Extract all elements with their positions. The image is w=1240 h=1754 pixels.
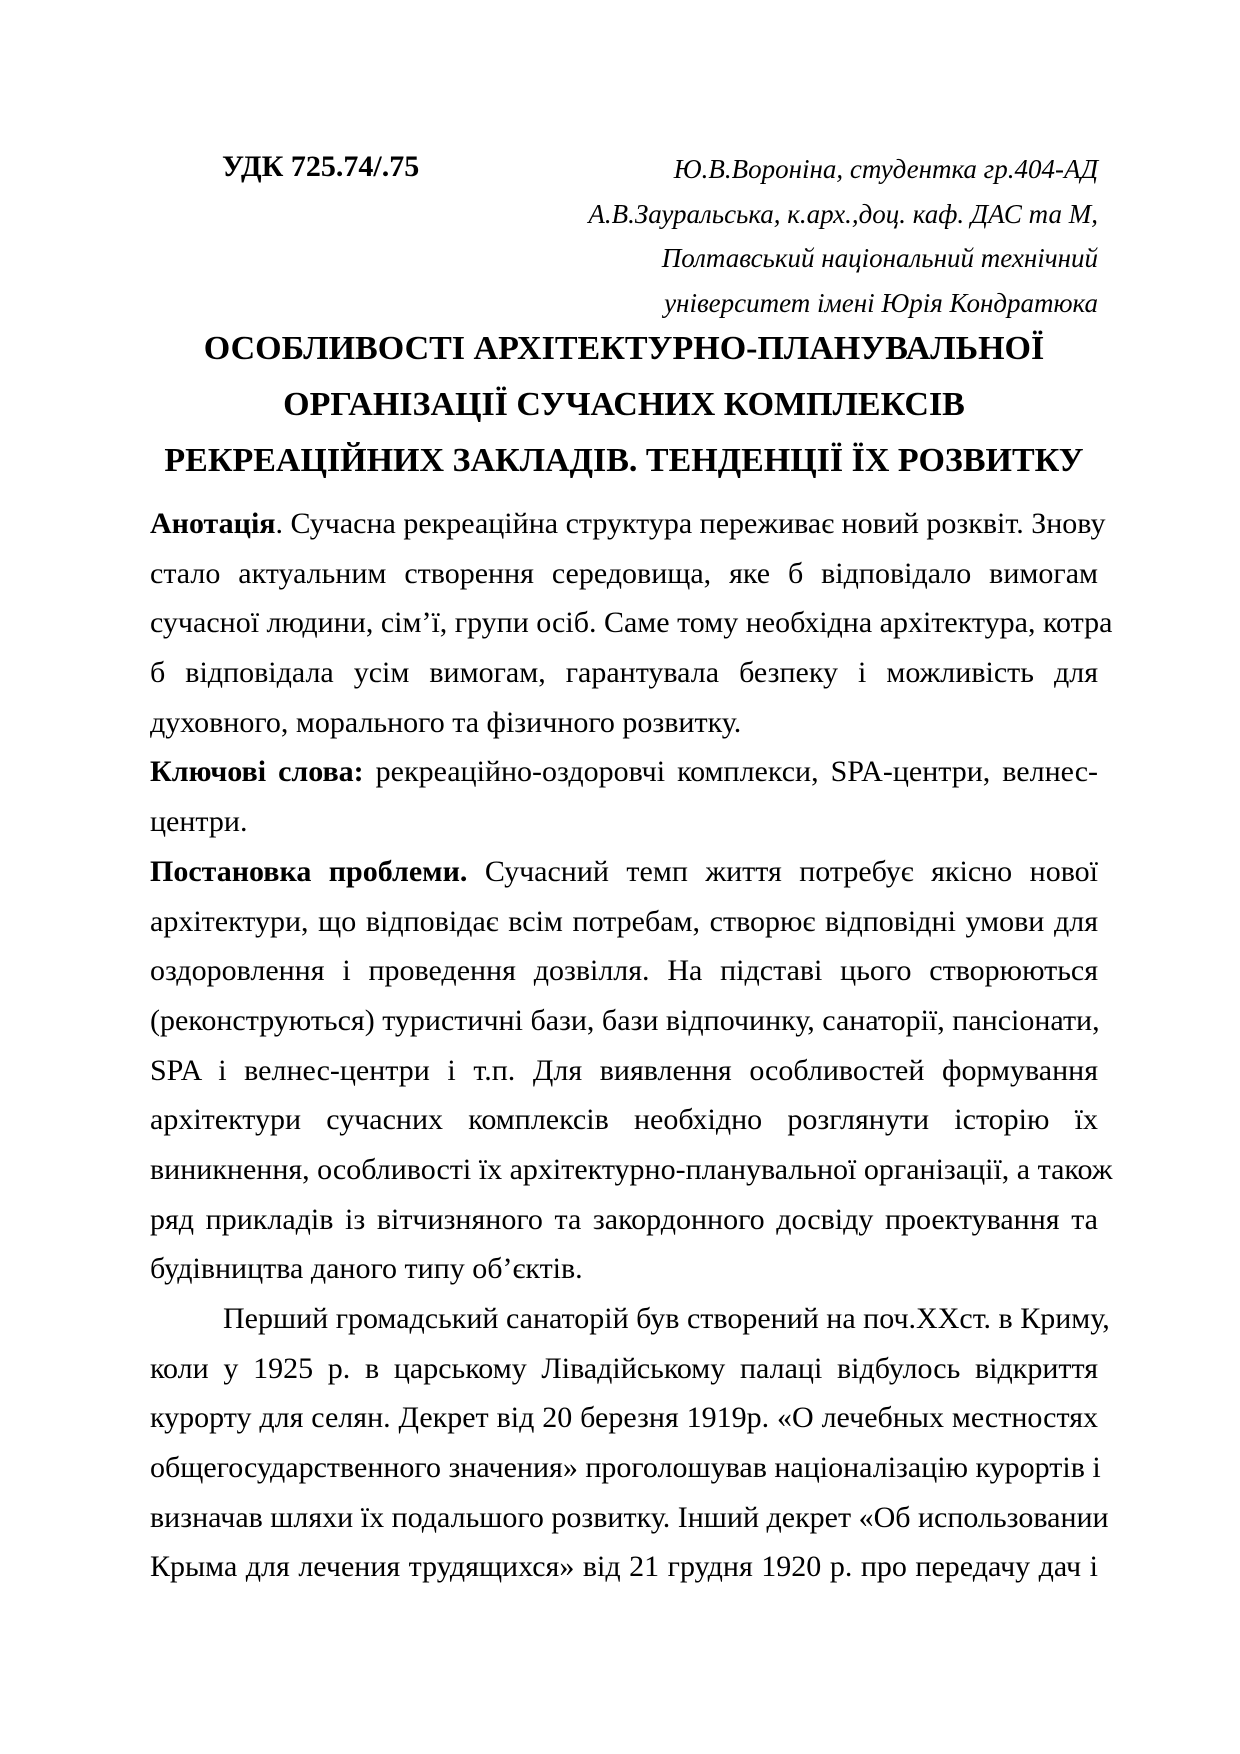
text-line: б відповідала усім вимогам, гарантувала безпеку і можливість для bbox=[150, 656, 1098, 690]
text-line: (реконструються) туристичні бази, бази відпочинку, санаторії, пансіонати, bbox=[150, 1003, 1100, 1037]
title-line: ОСОБЛИВОСТІ АРХІТЕКТУРНО-ПЛАНУВАЛЬНОЇ bbox=[203, 330, 1045, 367]
author-line: Ю.В.Вороніна, студентка гр.404-АД bbox=[673, 154, 1098, 184]
text-line: сучасної людини, сім’ї, групи осіб. Саме тому необхідна архітектура, котра bbox=[150, 606, 1113, 640]
title-line: ОРГАНІЗАЦІЇ СУЧАСНИХ КОМПЛЕКСІВ bbox=[283, 386, 965, 423]
affiliation-line: Полтавський національний технічний bbox=[661, 243, 1098, 273]
affiliation-line: університет імені Юрія Кондратюка bbox=[664, 287, 1098, 318]
abstract-label: Анотація bbox=[150, 507, 276, 540]
text-line: центри. bbox=[150, 805, 248, 839]
text-line: общегосударственного значения» проголошував націоналізацію курортів і bbox=[150, 1451, 1101, 1485]
problem-label: Постановка проблеми. bbox=[150, 854, 468, 888]
keywords-paragraph bbox=[150, 747, 1098, 846]
text-line: коли у 1925 р. в царському Лівадійському палаці відбулось відкриття bbox=[150, 1351, 1098, 1385]
text-span: рекреаційно-оздоровчі комплекси, SPA-центри, велнес- bbox=[363, 755, 1098, 789]
text-line: архітектури, що відповідає всім потребам, створює відповідні умови для bbox=[150, 904, 1098, 938]
text-span: Сучасний темп життя потребує якісно нової bbox=[467, 854, 1098, 888]
text-span: . Сучасна рекреаційна структура переживає новий розквіт. Знову bbox=[275, 507, 1106, 540]
text-line: визначав шляхи їх подальшого розвитку. Інший декрет «Об использовании bbox=[150, 1500, 1109, 1534]
text-line: стало актуальним створення середовища, яке б відповідало вимогам bbox=[150, 556, 1098, 590]
keywords-label: Ключові слова: bbox=[150, 755, 364, 789]
text-line bbox=[150, 499, 1106, 549]
text-line: виникнення, особливості їх архітектурно-планувальної організації, а також bbox=[150, 1152, 1113, 1186]
problem-paragraph bbox=[150, 847, 1113, 1294]
author-line: А.В.Зауральська, к.арх.,доц. каф. ДАС та М, bbox=[588, 198, 1098, 229]
author-block bbox=[588, 147, 1098, 325]
text-line: SPA і велнес-центри і т.п. Для виявлення особливостей формування bbox=[150, 1053, 1098, 1087]
history-paragraph bbox=[150, 1294, 1110, 1592]
title-line: РЕКРЕАЦІЙНИХ ЗАКЛАДІВ. ТЕНДЕНЦІЇ ЇХ РОЗВИТКУ bbox=[164, 442, 1084, 479]
text-line: оздоровлення і проведення дозвілля. На підставі цього створюються bbox=[150, 954, 1098, 988]
udk-code: УДК 725.74/.75 bbox=[222, 150, 420, 183]
text-line bbox=[150, 847, 1098, 897]
article-title bbox=[150, 321, 1098, 489]
text-line: ряд прикладів із вітчизняного та закордонного досвіду проектування та bbox=[150, 1202, 1098, 1236]
abstract-paragraph bbox=[150, 499, 1113, 747]
text-line: курорту для селян. Декрет від 20 березня 1919р. «О лечебных местностях bbox=[150, 1401, 1098, 1435]
text-line: Перший громадський санаторій був створений на поч.XXст. в Криму, bbox=[223, 1302, 1110, 1335]
text-line: Крыма для лечения трудящихся» від 21 грудня 1920 р. про передачу дач і bbox=[150, 1550, 1098, 1584]
text-line bbox=[150, 747, 1098, 797]
text-line: архітектури сучасних комплексів необхідно розглянути історію їх bbox=[150, 1103, 1098, 1137]
text-line: духовного, морального та фізичного розвитку. bbox=[150, 705, 742, 739]
text-line: будівництва даного типу об’єктів. bbox=[150, 1252, 583, 1286]
article-body bbox=[150, 499, 1113, 1592]
